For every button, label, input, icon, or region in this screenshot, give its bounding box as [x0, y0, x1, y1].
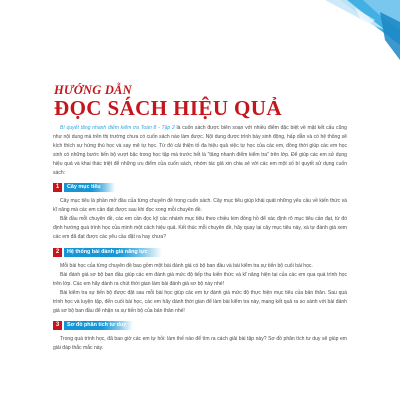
- title-subheading: HƯỚNG DẪN: [54, 83, 132, 97]
- section-title-2: Hệ thống bài đánh giá năng lực: [64, 248, 162, 257]
- section-header-3: [53, 320, 347, 331]
- section-title-3: Sơ đồ phân tích tư duy: [64, 321, 133, 330]
- section-number-1: 1: [53, 183, 62, 192]
- section-1-paragraph-1: Cây mục tiêu là phần mở đầu của từng chuyên đề trong cuốn sách. Cây mục tiêu giúp khái quát những yêu cầu về kiến thức và kĩ năng mà các em cần đạt được sau khi đọc xong mỗi chuyên đề.: [53, 198, 347, 214]
- intro-text: là cuốn sách được biên soạn với nhiều điểm đặc biệt về mặt kết cấu cũng như nội dung mà trên thị trường chưa có cuốn sách nào làm được. Nội dung được trình bày sinh động, hấp dẫn và có hệ thống sẽ kích thích sự hứng thú học và say mê tự học. Từ đó cải thiện tố đa hiệu quả việc tự học của các em, đồng thời giúp các em học sinh có những bước tiến bộ vượt bậc trong học tập mà trước hết là "tăng nhanh điểm kiểm tra" trên lớp. Để giúp các em sử dụng hiệu quả và khai thác triệt để những ưu điểm của cuốn sách, nhóm tác giả xin chia sẻ với các em một số bí quyết sử dụng cuốn sách:: [53, 125, 347, 176]
- page-title: [54, 84, 354, 119]
- section-2-paragraph-2: Bài đánh giá sơ bộ ban đầu giúp các em đánh giá mức độ tiếp thu kiến thức và kĩ năng hiện tại của các em qua quá trình học trên lớp. Các em hãy dành ra chút thời gian làm bài đánh giá sơ bộ này nhé!: [53, 271, 347, 287]
- corner-decoration: [285, 0, 400, 60]
- title-heading: ĐỌC SÁCH HIỆU QUẢ: [54, 96, 282, 120]
- intro-paragraph: [53, 124, 347, 177]
- page-content: [53, 124, 347, 353]
- section-1-paragraph-2: Bắt đầu mỗi chuyên đề, các em cần đọc kỹ các nhánh mục tiêu theo chiều kim đồng hồ để xác định rõ mục tiêu cần đạt, từ đó định hướng quá trình học của mình một cách hiệu quả. Kết thúc mỗi chuyên đề, hãy quay lại cây mục tiêu này, xà tự đánh giá xem các em đã đạt được các yêu cầu đặt ra hay chưa?: [53, 216, 347, 241]
- section-number-3: 3: [53, 321, 62, 330]
- section-header-2: [53, 247, 347, 258]
- section-2-paragraph-3: Bài kiểm tra sự tiến bộ được đặt sau mỗi bài học giúp các em tự đánh giá mức độ thực hiện mục tiêu của bản thân. Sau quá trình học và luyện tập, đến cuối bài học, các em hãy dành thời gian để làm bài kiểm tra này, mang kết quả ra so sánh với bài đánh giá sơ bộ ban đầu để nhận ra sự tiến bộ của bản thân nhé!: [53, 289, 347, 314]
- section-title-1: Cây mục tiêu: [64, 183, 115, 192]
- book-title-emphasis: Bí quyết tăng nhanh điểm kiểm tra Toán 8 - Tập 2: [60, 125, 175, 131]
- section-2-paragraph-1: Mỗi bài học của từng chuyên đề bao gồm một bài đánh giá có bộ ban đầu và bài kiểm tra sự tiến bộ cuối bài học.: [60, 262, 313, 269]
- section-header-1: [53, 182, 347, 193]
- section-3-paragraph-1: Trong quá trình học, đã bao giờ các em tự hỏi: làm thế nào để tìm ra cách giải bài tập này? Sơ đồ phân tích tư duy sẽ giúp em giải đáp thắc mắc này.: [53, 336, 347, 352]
- section-number-2: 2: [53, 248, 62, 257]
